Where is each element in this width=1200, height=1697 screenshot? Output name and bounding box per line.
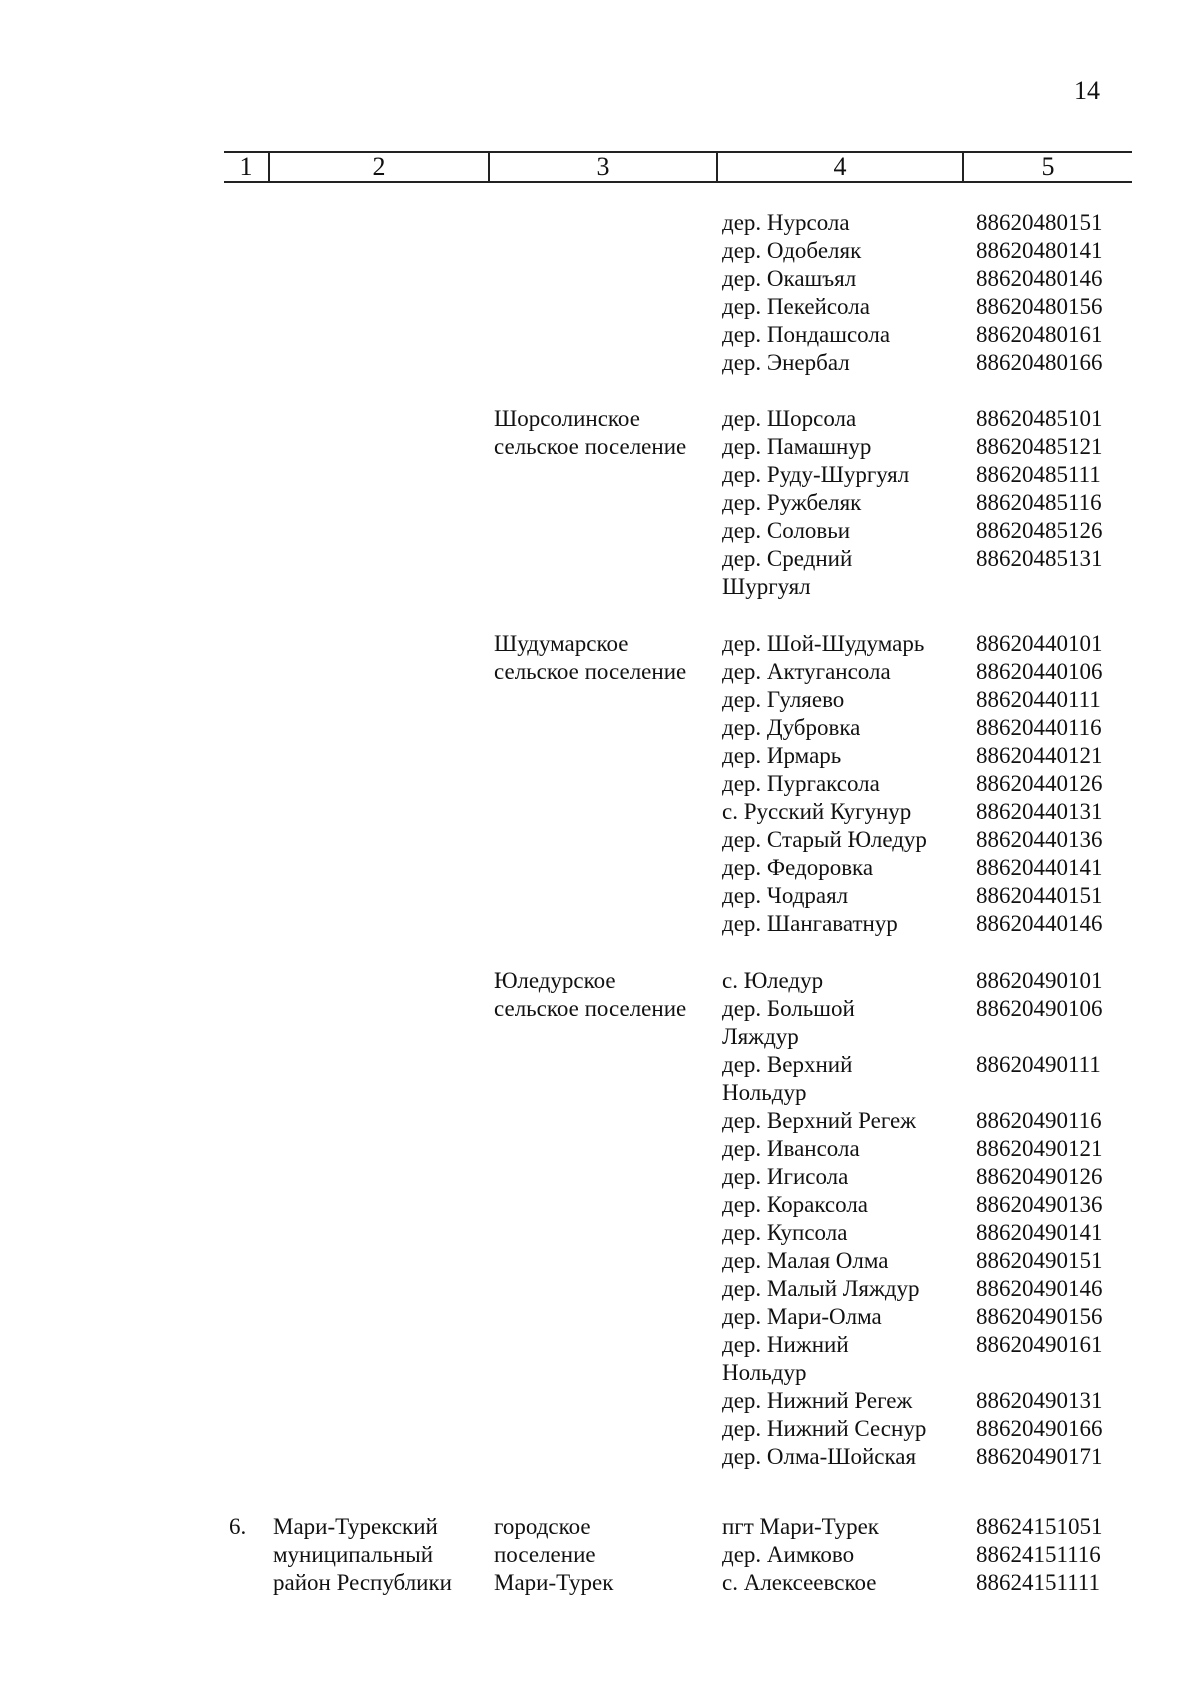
group-3-code-1: 88620490106: [976, 996, 1103, 1021]
group-1-code-4: 88620485126: [976, 518, 1103, 543]
district-name-row-1: дер. Аимково: [722, 1542, 855, 1567]
group-3-code-8: 88620490136: [976, 1192, 1103, 1217]
group-3-name-0: с. Юледур: [722, 968, 824, 993]
header-col-1: 1: [224, 153, 270, 181]
group-2-name-1: дер. Актугансола: [722, 659, 891, 684]
district-name-row-0: пгт Мари-Турек: [722, 1514, 879, 1539]
group-2-name-0: дер. Шой-Шудумарь: [722, 631, 925, 656]
district-code-row-2: 88624151111: [976, 1570, 1100, 1595]
district-name-row-2: с. Алексеевское: [722, 1570, 877, 1595]
group-2-name-3: дер. Дубровка: [722, 715, 861, 740]
group-3-code-16: 88620490166: [976, 1416, 1103, 1441]
group-3-name-16: дер. Нижний Сеснур: [722, 1416, 927, 1441]
group-3-name-15: дер. Нижний Регеж: [722, 1388, 913, 1413]
group-1-name-5: дер. Средний: [722, 546, 853, 571]
group-2-name-9: дер. Чодраял: [722, 883, 849, 908]
group-3-name-7: дер. Игисола: [722, 1164, 849, 1189]
group-2-code-5: 88620440126: [976, 771, 1103, 796]
group-3-code-6: 88620490121: [976, 1136, 1103, 1161]
group-1-code-0: 88620485101: [976, 406, 1103, 431]
group-0-code-1: 88620480141: [976, 238, 1103, 263]
group-2-name-2: дер. Гуляево: [722, 687, 845, 712]
header-col-4: 4: [718, 153, 964, 181]
group-2-code-1: 88620440106: [976, 659, 1103, 684]
group-3-code-5: 88620490116: [976, 1108, 1102, 1133]
district-settlement-0: городское: [494, 1514, 591, 1539]
group-1-settlement-0: Шорсолинское: [494, 406, 640, 431]
group-3-name-8: дер. Кораксола: [722, 1192, 869, 1217]
group-1-name-1: дер. Памашнур: [722, 434, 872, 459]
group-1-code-5: 88620485131: [976, 546, 1103, 571]
group-2-name-8: дер. Федоровка: [722, 855, 874, 880]
group-1-code-3: 88620485116: [976, 490, 1102, 515]
group-1-name-4: дер. Соловьи: [722, 518, 851, 543]
group-2-code-4: 88620440121: [976, 743, 1103, 768]
district-settlement-1: поселение: [494, 1542, 596, 1567]
district-name-1: муниципальный: [273, 1542, 434, 1567]
group-2-code-3: 88620440116: [976, 715, 1102, 740]
group-2-settlement-1: сельское поселение: [494, 659, 687, 684]
district-settlement-2: Мари-Турек: [494, 1570, 614, 1595]
group-3-code-7: 88620490126: [976, 1164, 1103, 1189]
group-3-name-17: дер. Олма-Шойская: [722, 1444, 917, 1469]
group-3-code-11: 88620490146: [976, 1276, 1103, 1301]
group-1-name-2: дер. Руду-Шургуял: [722, 462, 910, 487]
header-col-2: 2: [270, 153, 490, 181]
group-3-code-15: 88620490131: [976, 1388, 1103, 1413]
group-2-name-10: дер. Шангаватнур: [722, 911, 898, 936]
group-3-name-5: дер. Верхний Регеж: [722, 1108, 917, 1133]
group-3-code-3: 88620490111: [976, 1052, 1101, 1077]
group-3-name-2: Ляждур: [722, 1024, 799, 1049]
group-3-code-9: 88620490141: [976, 1220, 1103, 1245]
district-name-2: район Республики: [273, 1570, 452, 1595]
header-col-5: 5: [1041, 152, 1055, 181]
group-1-code-2: 88620485111: [976, 462, 1101, 487]
group-1-settlement-1: сельское поселение: [494, 434, 687, 459]
group-1-name-6: Шургуял: [722, 574, 811, 599]
group-3-name-6: дер. Ивансола: [722, 1136, 860, 1161]
group-1-code-1: 88620485121: [976, 434, 1103, 459]
group-2-code-9: 88620440151: [976, 883, 1103, 908]
group-3-code-12: 88620490156: [976, 1304, 1103, 1329]
group-3-name-3: дер. Верхний: [722, 1052, 853, 1077]
header-col-3: 3: [490, 153, 718, 181]
group-3-name-4: Нольдур: [722, 1080, 807, 1105]
group-2-name-6: с. Русский Кугунур: [722, 799, 912, 824]
group-0-name-4: дер. Пондашсола: [722, 322, 891, 347]
group-3-code-10: 88620490151: [976, 1248, 1103, 1273]
group-0-name-3: дер. Пекейсола: [722, 294, 870, 319]
group-0-code-0: 88620480151: [976, 210, 1103, 235]
group-2-code-0: 88620440101: [976, 631, 1103, 656]
group-2-code-8: 88620440141: [976, 855, 1103, 880]
group-0-name-2: дер. Окашъял: [722, 266, 857, 291]
district-code-row-1: 88624151116: [976, 1542, 1101, 1567]
group-3-name-12: дер. Мари-Олма: [722, 1304, 882, 1329]
group-3-settlement-1: сельское поселение: [494, 996, 687, 1021]
district-name-0: Мари-Турекский: [273, 1514, 438, 1539]
group-1-name-3: дер. Ружбеляк: [722, 490, 862, 515]
table-header: [224, 151, 1132, 183]
group-3-name-10: дер. Малая Олма: [722, 1248, 889, 1273]
group-2-code-7: 88620440136: [976, 827, 1103, 852]
group-3-code-17: 88620490171: [976, 1444, 1103, 1469]
group-2-code-2: 88620440111: [976, 687, 1101, 712]
group-3-name-11: дер. Малый Ляждур: [722, 1276, 920, 1301]
group-2-settlement-0: Шудумарское: [494, 631, 629, 656]
group-3-code-13: 88620490161: [976, 1332, 1103, 1357]
group-0-name-0: дер. Нурсола: [722, 210, 850, 235]
group-1-name-0: дер. Шорсола: [722, 406, 857, 431]
group-0-name-5: дер. Энербал: [722, 350, 850, 375]
group-2-name-7: дер. Старый Юледур: [722, 827, 927, 852]
group-0-code-5: 88620480166: [976, 350, 1103, 375]
district-number: 6.: [229, 1514, 247, 1539]
group-2-name-4: дер. Ирмарь: [722, 743, 842, 768]
group-3-code-0: 88620490101: [976, 968, 1103, 993]
group-3-name-13: дер. Нижний: [722, 1332, 849, 1357]
group-2-code-10: 88620440146: [976, 911, 1103, 936]
group-0-code-2: 88620480146: [976, 266, 1103, 291]
group-3-name-9: дер. Купсола: [722, 1220, 848, 1245]
group-0-code-4: 88620480161: [976, 322, 1103, 347]
group-0-code-3: 88620480156: [976, 294, 1103, 319]
group-3-name-1: дер. Большой: [722, 996, 855, 1021]
group-2-code-6: 88620440131: [976, 799, 1103, 824]
group-0-name-1: дер. Одобеляк: [722, 238, 862, 263]
group-3-settlement-0: Юледурское: [494, 968, 616, 993]
district-code-row-0: 88624151051: [976, 1514, 1103, 1539]
page-number: 14: [1074, 76, 1100, 105]
group-3-name-14: Нольдур: [722, 1360, 807, 1385]
group-2-name-5: дер. Пургаксола: [722, 771, 880, 796]
